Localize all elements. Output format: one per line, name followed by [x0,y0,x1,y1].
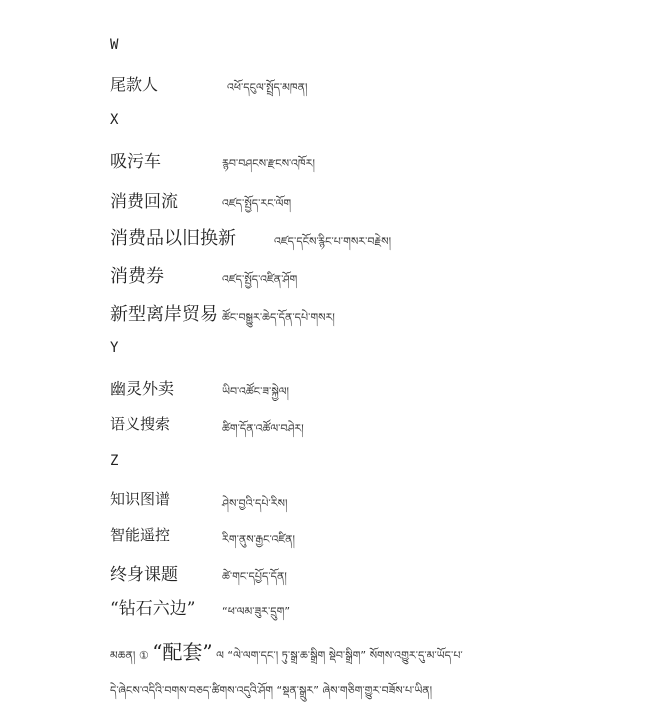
section-letter: Y [110,340,119,356]
term-tibetan: འཕོ་དངུལ་སྤྲོད་མཁན། [227,81,308,94]
footnote-line-1 [110,636,463,674]
term-tibetan: རིག་ནུས་རྒྱང་འཛིན། [222,533,295,546]
term-tibetan: འཛད་སྤྱོད་རང་ལོག [222,197,292,210]
term-chinese: 语义搜索 [110,415,171,433]
term-tibetan: འཛད་དངོས་རྙིང་པ་གསར་བརྗེས། [274,235,392,248]
footnote-line-2 [110,678,432,709]
term-chinese: 知识图谱 [110,490,171,508]
section-letter: X [110,112,119,128]
term-tibetan: ཚིག་དོན་འཚོལ་བཤེར། [222,422,304,435]
term-chinese: 智能遥控 [110,526,171,544]
term-tibetan: “ཕ་ལམ་ཟུར་དྲུག” [222,605,291,618]
term-chinese: 尾款人 [110,75,159,94]
section-letter: Z [110,453,119,469]
term-chinese: “钻石六边” [110,599,196,619]
term-tibetan: ཡིབ་འཚོང་ཟ་སྐྱེལ། [222,385,289,398]
footnote-quoted-term: “配套” [152,640,213,664]
term-tibetan: ཚོང་བསྒྱུར་ཆེད་དོན་དཔེ་གསར། [222,311,335,324]
term-tibetan: འཛད་སྤྱོད་འཛིན་ཤོག [222,273,298,286]
term-chinese: 终身课题 [110,565,178,585]
term-tibetan: ཚེ་གང་དཔྱོད་དོན། [222,570,287,583]
term-tibetan: ཤེས་བྱའི་དཔེ་རིས། [222,497,288,510]
term-chinese: 吸污车 [110,152,161,172]
term-chinese: 新型离岸贸易 [110,304,218,325]
section-letter: W [110,37,119,53]
footnote-text: དེ་ཞེངས་འདིའི་བགས་བཅད་ཚིགས་འདུའི་ཤོག “སྡན་སྒྲུར” ཞེས་གཅིག་གྱུར་བཟོས་པ་ཡིན། [110,684,433,697]
footnote-label: མཆན། ① [110,649,149,662]
term-tibetan: རྙབ་བཤངས་རྫངས་འཁོར། [222,157,315,170]
term-chinese: 消费券 [110,266,164,287]
footnote-text: ལ “ལེ་ལག་དང་། ཏུ་སྒྲ་ཆ་སྒྲིག སྡེབ་སྒྲིག” སོགས་འགྱུར་དུ་མ་ཡོད་པ་ [216,649,463,662]
term-chinese: 消费回流 [110,192,178,212]
term-chinese: 消费品以旧换新 [110,228,236,249]
term-chinese: 幽灵外卖 [110,379,175,398]
